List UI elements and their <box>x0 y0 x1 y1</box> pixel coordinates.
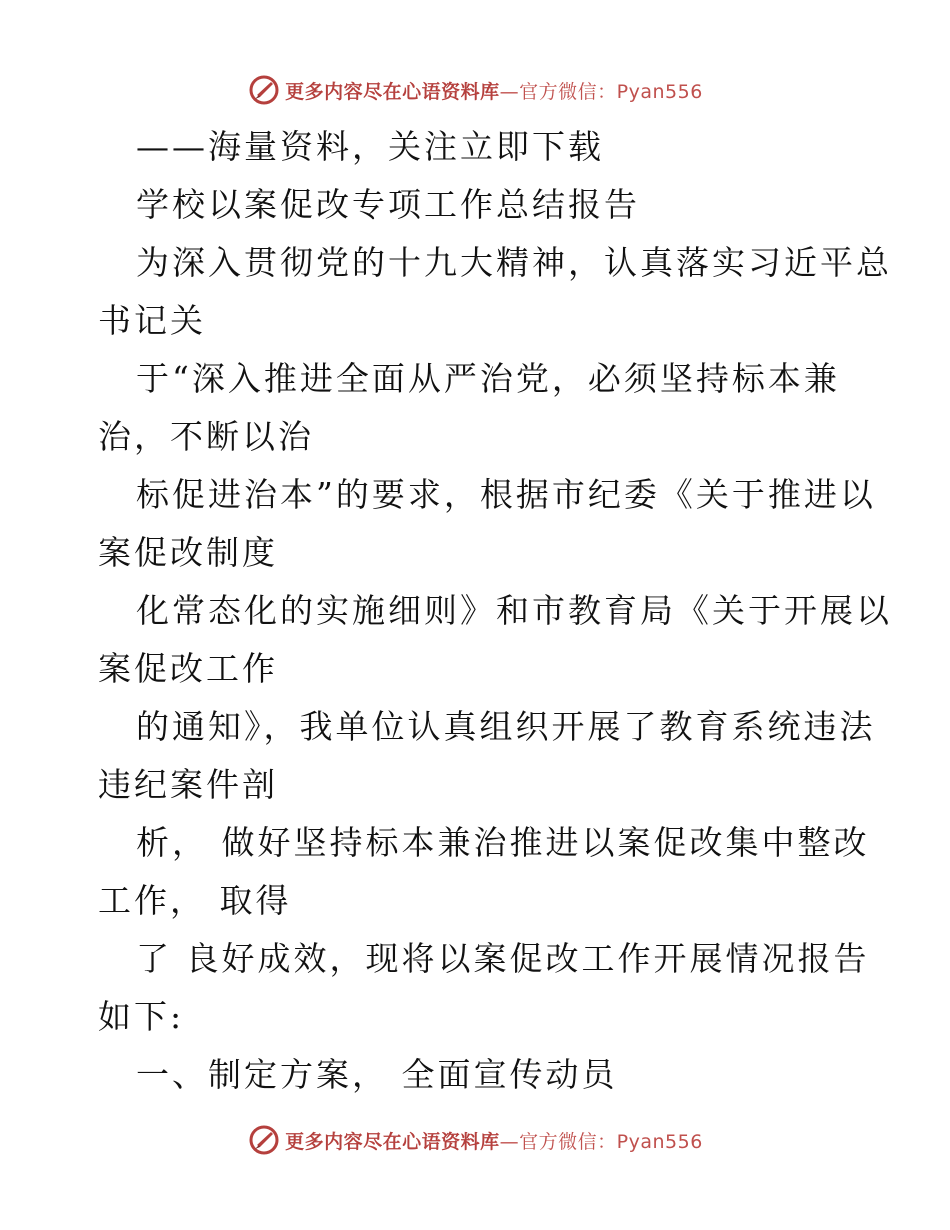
text-line: 案促改工作 <box>98 649 278 688</box>
text-line: 化常态化的实施细则》和市教育局《关于开展以 <box>136 591 892 630</box>
text-line: 一、制定方案， 全面宣传动员 <box>136 1055 618 1094</box>
banner-text: 更多内容尽在心语资料库—官方微信：Pyan556 <box>285 80 703 103</box>
text-line: 如下: <box>98 997 185 1036</box>
header-banner <box>0 70 950 110</box>
banner-text: 更多内容尽在心语资料库—官方微信：Pyan556 <box>285 1130 703 1153</box>
text-line: 标促进治本”的要求，根据市纪委《关于推进以 <box>136 475 876 514</box>
text-line: 的通知》，我单位认真组织开展了教育系统违法 <box>136 707 876 746</box>
brand-logo-icon <box>247 73 281 107</box>
text-line: 案促改制度 <box>98 533 278 572</box>
text-line: ——海量资料，关注立即下载 <box>136 127 604 166</box>
text-line: 了 良好成效，现将以案促改工作开展情况报告 <box>136 939 870 978</box>
text-line: 治，不断以治 <box>98 417 314 456</box>
text-line: 书记关 <box>98 301 206 340</box>
text-line: 学校以案促改专项工作总结报告 <box>136 185 640 224</box>
text-line: 为深入贯彻党的十九大精神，认真落实习近平总 <box>136 243 892 282</box>
text-line: 析， 做好坚持标本兼治推进以案促改集中整改 <box>136 823 870 862</box>
text-line: 违纪案件剖 <box>98 765 278 804</box>
text-line: 工作， 取得 <box>98 881 292 920</box>
text-line: 于“深入推进全面从严治党，必须坚持标本兼 <box>136 359 840 398</box>
footer-banner <box>0 1120 950 1160</box>
document-body <box>98 118 892 1104</box>
brand-logo-icon <box>247 1123 281 1157</box>
